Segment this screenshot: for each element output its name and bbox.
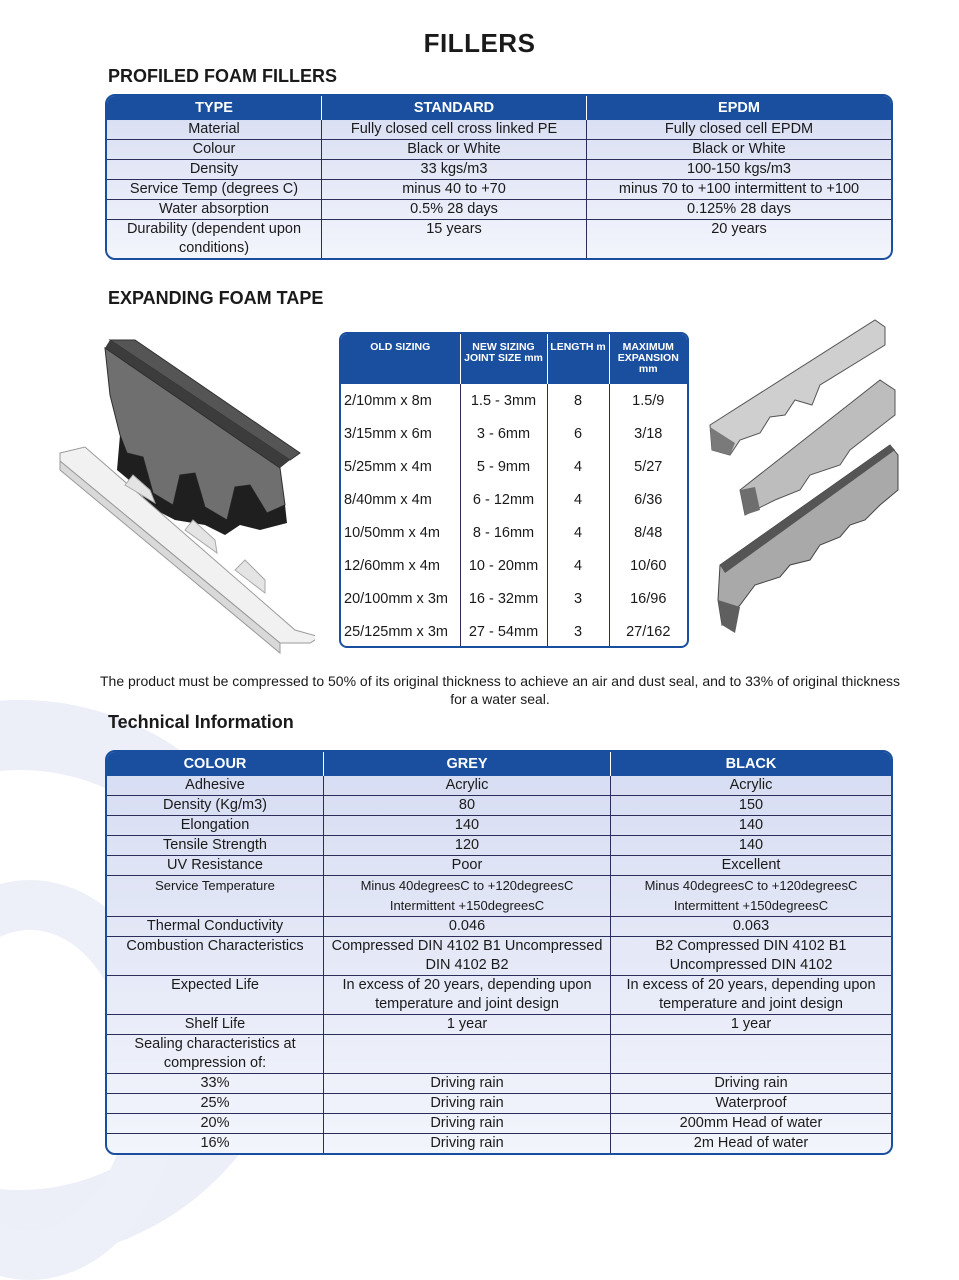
table-cell: Material — [107, 120, 322, 140]
table-row — [107, 1134, 891, 1153]
table-cell: 3/15mm x 6m — [341, 417, 460, 450]
expanding-sizing-table — [339, 332, 689, 648]
table-cell: minus 40 to +70 — [322, 180, 587, 200]
page-title: FILLERS — [423, 28, 536, 58]
col-header: GREY — [324, 752, 611, 776]
table-cell: 120 — [324, 836, 611, 856]
table-cell: 20% — [107, 1114, 324, 1134]
table-cell: Compressed DIN 4102 B1 Uncompressed DIN 4102 B2 — [324, 937, 611, 976]
profiled-table — [105, 94, 893, 260]
table-cell: Driving rain — [324, 1134, 611, 1153]
table-cell: Combustion Characteristics — [107, 937, 324, 976]
table-row — [341, 450, 687, 483]
compression-note: The product must be compressed to 50% of its original thickness to achieve an air and dust seal, and to 33% of original thickness for a water seal. — [100, 673, 900, 707]
table-cell: 16% — [107, 1134, 324, 1153]
table-row — [341, 615, 687, 648]
foam-filler-illustration-right — [700, 315, 910, 645]
technical-table — [105, 750, 893, 1155]
table-row — [107, 917, 891, 937]
col-header: EPDM — [587, 96, 891, 120]
table-cell — [324, 1035, 611, 1074]
table-row — [107, 1074, 891, 1094]
table-cell: 20 years — [711, 221, 767, 237]
table-row — [341, 483, 687, 516]
table-row — [107, 140, 891, 160]
table-cell: Fully closed cell cross linked PE — [322, 120, 587, 140]
table-row — [341, 549, 687, 582]
table-cell: 6 - 12mm — [460, 483, 547, 516]
table-cell: 80 — [324, 796, 611, 816]
table-cell: 0.063 — [611, 917, 891, 937]
table-row — [107, 220, 891, 258]
table-cell: Elongation — [107, 816, 324, 836]
table-cell: 1 year — [611, 1015, 891, 1035]
table-cell: Durability (dependent upon conditions) — [107, 220, 322, 258]
table-cell: Sealing characteristics at compression of: — [107, 1035, 324, 1074]
table-cell: Acrylic — [324, 776, 611, 796]
table-cell: UV Resistance — [107, 856, 324, 876]
table-cell: 0.5% 28 days — [322, 200, 587, 220]
table-cell: 4 — [547, 483, 609, 516]
table-cell: 10/50mm x 4m — [341, 516, 460, 549]
table-cell: 8/40mm x 4m — [341, 483, 460, 516]
table-cell: 27/162 — [626, 623, 671, 640]
col-header: COLOUR — [107, 752, 324, 776]
table-cell: Colour — [107, 140, 322, 160]
table-cell: 16/96 — [630, 590, 667, 607]
table-row — [107, 120, 891, 140]
table-cell: Acrylic — [611, 776, 891, 796]
table-cell: 0.046 — [324, 917, 611, 937]
table-cell: 4 — [547, 549, 609, 582]
table-cell: Black or White — [587, 140, 891, 160]
table-cell: 25% — [107, 1094, 324, 1114]
table-cell: 1 year — [324, 1015, 611, 1035]
col-header: NEW SIZING JOINT SIZE mm — [460, 334, 547, 384]
table-cell: Shelf Life — [107, 1015, 324, 1035]
table-row — [107, 1114, 891, 1134]
table-row — [107, 796, 891, 816]
table-row — [107, 937, 891, 976]
table-cell: Waterproof — [611, 1094, 891, 1114]
table-cell: Water absorption — [107, 200, 322, 220]
table-cell: 20/100mm x 3m — [341, 582, 460, 615]
table-cell: 4 — [547, 450, 609, 483]
table-cell: 140 — [611, 816, 891, 836]
table-cell: 33% — [107, 1074, 324, 1094]
table-cell: Service Temp (degrees C) — [107, 180, 322, 200]
table-cell: 4 — [547, 516, 609, 549]
table-row — [107, 200, 891, 220]
table-cell: 16 - 32mm — [460, 582, 547, 615]
table-cell: Driving rain — [611, 1074, 891, 1094]
table-row — [107, 856, 891, 876]
table-cell: 25/125mm x 3m — [341, 615, 460, 648]
profiled-heading: PROFILED FOAM FILLERS — [108, 66, 337, 86]
table-cell: Driving rain — [324, 1074, 611, 1094]
expanding-heading: EXPANDING FOAM TAPE — [108, 288, 324, 308]
table-cell — [611, 1035, 891, 1074]
table-cell: 27 - 54mm — [460, 615, 547, 648]
table-cell: 0.125% 28 days — [587, 200, 891, 220]
table-cell: 6 — [547, 417, 609, 450]
table-cell: 5/25mm x 4m — [341, 450, 460, 483]
table-row — [107, 776, 891, 796]
table-cell: 5/27 — [634, 458, 663, 475]
table-cell: 200mm Head of water — [611, 1114, 891, 1134]
table-row — [341, 582, 687, 615]
col-header: STANDARD — [322, 96, 587, 120]
col-header: TYPE — [107, 96, 322, 120]
table-cell: Expected Life — [107, 976, 324, 1015]
table-cell: 12/60mm x 4m — [341, 549, 460, 582]
table-cell: minus 70 to +100 intermittent to +100 — [587, 180, 891, 200]
foam-filler-illustration-left — [55, 335, 315, 665]
table-row — [107, 1035, 891, 1074]
table-cell: 140 — [324, 816, 611, 836]
table-cell: Service Temperature — [107, 876, 324, 917]
table-row — [107, 816, 891, 836]
table-cell: 3 - 6mm — [460, 417, 547, 450]
table-row — [341, 516, 687, 549]
table-cell: 3/18 — [634, 425, 663, 442]
table-cell: Thermal Conductivity — [107, 917, 324, 937]
table-cell: Driving rain — [324, 1114, 611, 1134]
table-cell: 1.5/9 — [632, 392, 665, 409]
table-cell: 10 - 20mm — [460, 549, 547, 582]
table-cell: 2m Head of water — [693, 1135, 809, 1151]
table-cell: 8 — [547, 384, 609, 417]
table-cell: Driving rain — [324, 1094, 611, 1114]
table-cell: In excess of 20 years, depending upon temperature and joint design — [324, 976, 611, 1015]
table-row — [107, 1094, 891, 1114]
table-cell: 8/48 — [634, 524, 663, 541]
table-cell: Black or White — [322, 140, 587, 160]
table-cell: Minus 40degreesC to +120degreesC Intermittent +150degreesC — [611, 876, 891, 917]
table-row — [107, 160, 891, 180]
table-cell: B2 Compressed DIN 4102 B1 Uncompressed DIN 4102 — [611, 937, 891, 976]
table-row — [341, 384, 687, 417]
table-cell: In excess of 20 years, depending upon temperature and joint design — [611, 976, 891, 1015]
table-row — [107, 1015, 891, 1035]
table-row — [107, 180, 891, 200]
table-row — [107, 976, 891, 1015]
col-header: LENGTH m — [547, 334, 609, 384]
table-cell: Poor — [324, 856, 611, 876]
table-cell: Fully closed cell EPDM — [587, 120, 891, 140]
table-cell: 8 - 16mm — [460, 516, 547, 549]
table-header-row — [341, 334, 687, 384]
table-header-row — [107, 752, 891, 776]
table-cell: Adhesive — [107, 776, 324, 796]
table-cell: 5 - 9mm — [460, 450, 547, 483]
table-cell: Excellent — [611, 856, 891, 876]
table-cell: 33 kgs/m3 — [322, 160, 587, 180]
col-header: OLD SIZING — [341, 334, 460, 384]
table-cell: 150 — [611, 796, 891, 816]
table-cell: Minus 40degreesC to +120degreesC Intermittent +150degreesC — [324, 876, 611, 917]
table-cell: 15 years — [322, 220, 587, 258]
table-header-row — [107, 96, 891, 120]
table-cell: 100-150 kgs/m3 — [587, 160, 891, 180]
table-row — [107, 836, 891, 856]
table-cell: 1.5 - 3mm — [460, 384, 547, 417]
table-row — [341, 417, 687, 450]
table-cell: Density (Kg/m3) — [107, 796, 324, 816]
table-cell: 3 — [547, 615, 609, 648]
table-cell: 140 — [611, 836, 891, 856]
table-cell: 2/10mm x 8m — [341, 384, 460, 417]
table-cell: Density — [107, 160, 322, 180]
table-cell: Tensile Strength — [107, 836, 324, 856]
table-cell: 6/36 — [634, 491, 663, 508]
technical-heading: Technical Information — [108, 712, 294, 732]
table-cell: 3 — [547, 582, 609, 615]
col-header: MAXIMUM EXPANSION mm — [609, 334, 687, 384]
table-cell: 10/60 — [630, 557, 667, 574]
col-header: BLACK — [611, 752, 891, 776]
table-row — [107, 876, 891, 917]
